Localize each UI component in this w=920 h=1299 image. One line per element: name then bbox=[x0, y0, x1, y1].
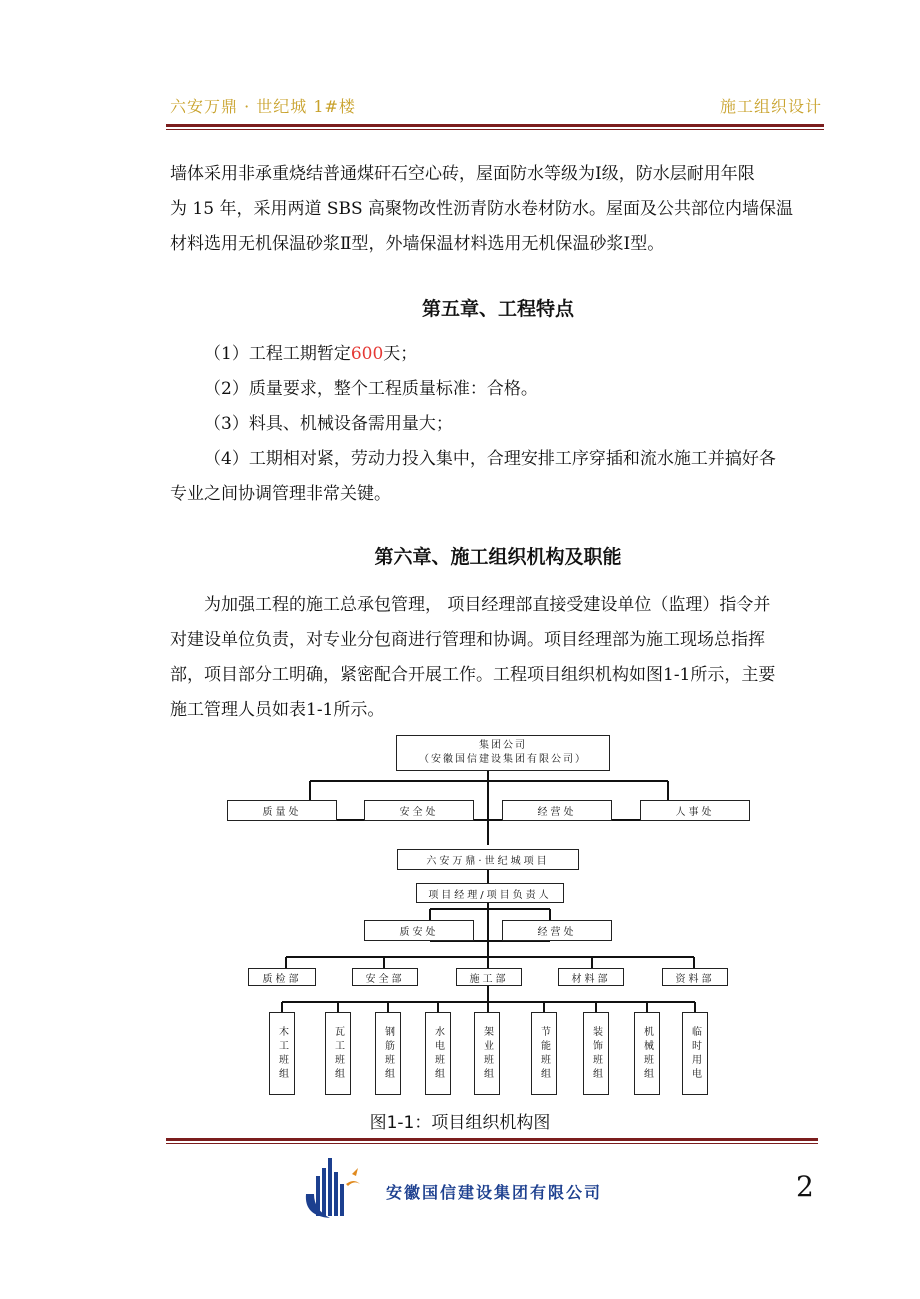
chapter5-item-4: （4）工期相对紧，劳动力投入集中，合理安排工序穿插和流水施工并搞好各 bbox=[204, 449, 776, 469]
chapter6-line: 部，项目部分工明确，紧密配合开展工作。工程项目组织机构如图1-1所示，主要 bbox=[170, 665, 776, 685]
org-node-team-scaffold: 架业班组 bbox=[474, 1012, 500, 1095]
item1-suffix: 天； bbox=[383, 344, 418, 364]
org-node-dept-materials: 材料部 bbox=[558, 968, 624, 986]
page-header bbox=[170, 94, 822, 118]
org-node-team-machinery: 机械班组 bbox=[634, 1012, 660, 1095]
header-rule-thin bbox=[166, 129, 824, 130]
header-project-title: 六安万鼎 · 世纪城 1#楼 bbox=[170, 97, 356, 116]
org-node-team-temp-power: 临时用电 bbox=[682, 1012, 708, 1095]
figure-caption: 图1-1：项目组织机构图 bbox=[369, 1113, 551, 1133]
intro-line: 墙体采用非承重烧结普通煤矸石空心砖，屋面防水等级为Ⅰ级，防水层耐用年限 bbox=[170, 164, 755, 184]
org-node-group-company bbox=[396, 735, 610, 771]
org-node-dept-safety: 安全部 bbox=[352, 968, 418, 986]
chapter5-item-4-cont: 专业之间协调管理非常关键。 bbox=[170, 484, 391, 504]
chapter5-list bbox=[170, 337, 826, 512]
chapter5-item-3: （3）料具、机械设备需用量大； bbox=[204, 414, 453, 434]
org-node-team-energy: 节能班组 bbox=[531, 1012, 557, 1095]
intro-line: 为 15 年，采用两道 SBS 高聚物改性沥青防水卷材防水。屋面及公共部位内墙保温 bbox=[170, 199, 794, 219]
chapter5-title: 第五章、工程特点 bbox=[421, 298, 574, 320]
header-doc-title: 施工组织设计 bbox=[719, 97, 822, 116]
chapter6-title: 第六章、施工组织机构及职能 bbox=[374, 546, 622, 568]
chapter5-item-2: （2）质量要求，整个工程质量标准：合格。 bbox=[204, 379, 538, 399]
org-node-dept-construction: 施工部 bbox=[456, 968, 522, 986]
intro-paragraph bbox=[170, 157, 826, 262]
org-node-dept-quality: 质检部 bbox=[248, 968, 316, 986]
item1-days: 600 bbox=[350, 344, 384, 364]
header-rule bbox=[166, 124, 824, 127]
chapter6-line: 施工管理人员如表1-1所示。 bbox=[170, 700, 385, 720]
footer-rule-thin bbox=[166, 1143, 818, 1144]
chapter5-item-1 bbox=[170, 337, 826, 372]
org-node-team-carpentry: 木工班组 bbox=[269, 1012, 295, 1095]
org-node-business: 经营处 bbox=[502, 920, 612, 941]
intro-line: 材料选用无机保温砂浆Ⅱ型，外墙保温材料选用无机保温砂浆Ⅰ型。 bbox=[170, 234, 665, 254]
org-node-business-office: 经营处 bbox=[502, 800, 612, 821]
chapter6-paragraph bbox=[170, 588, 826, 728]
item1-prefix: （1）工程工期暂定 bbox=[204, 344, 351, 364]
org-node-label: （安徽国信建设集团有限公司） bbox=[419, 754, 587, 765]
org-node-project-manager: 项目经理/项目负责人 bbox=[416, 883, 564, 903]
chapter6-line: 为加强工程的施工总承包管理， 项目经理部直接受建设单位（监理）指令并 bbox=[204, 595, 771, 615]
org-node-quality-safety: 质安处 bbox=[364, 920, 474, 941]
org-node-hr-office: 人事处 bbox=[640, 800, 750, 821]
org-node-team-rebar: 钢筋班组 bbox=[375, 1012, 401, 1095]
org-node-label: 集团公司 bbox=[479, 740, 527, 751]
company-logo-icon bbox=[300, 1154, 366, 1220]
org-node-dept-documents: 资料部 bbox=[662, 968, 728, 986]
org-node-team-masonry: 瓦工班组 bbox=[325, 1012, 351, 1095]
footer-company-name: 安徽国信建设集团有限公司 bbox=[386, 1183, 603, 1202]
org-node-project: 六安万鼎·世纪城项目 bbox=[397, 849, 579, 870]
org-node-quality-office: 质量处 bbox=[227, 800, 337, 821]
org-node-team-decoration: 装饰班组 bbox=[583, 1012, 609, 1095]
footer-rule bbox=[166, 1138, 818, 1141]
chapter6-line: 对建设单位负责，对专业分包商进行管理和协调。项目经理部为施工现场总指挥 bbox=[170, 630, 765, 650]
org-node-team-plumbing: 水电班组 bbox=[425, 1012, 451, 1095]
org-node-safety-office: 安全处 bbox=[364, 800, 474, 821]
page-number: 2 bbox=[796, 1170, 814, 1203]
